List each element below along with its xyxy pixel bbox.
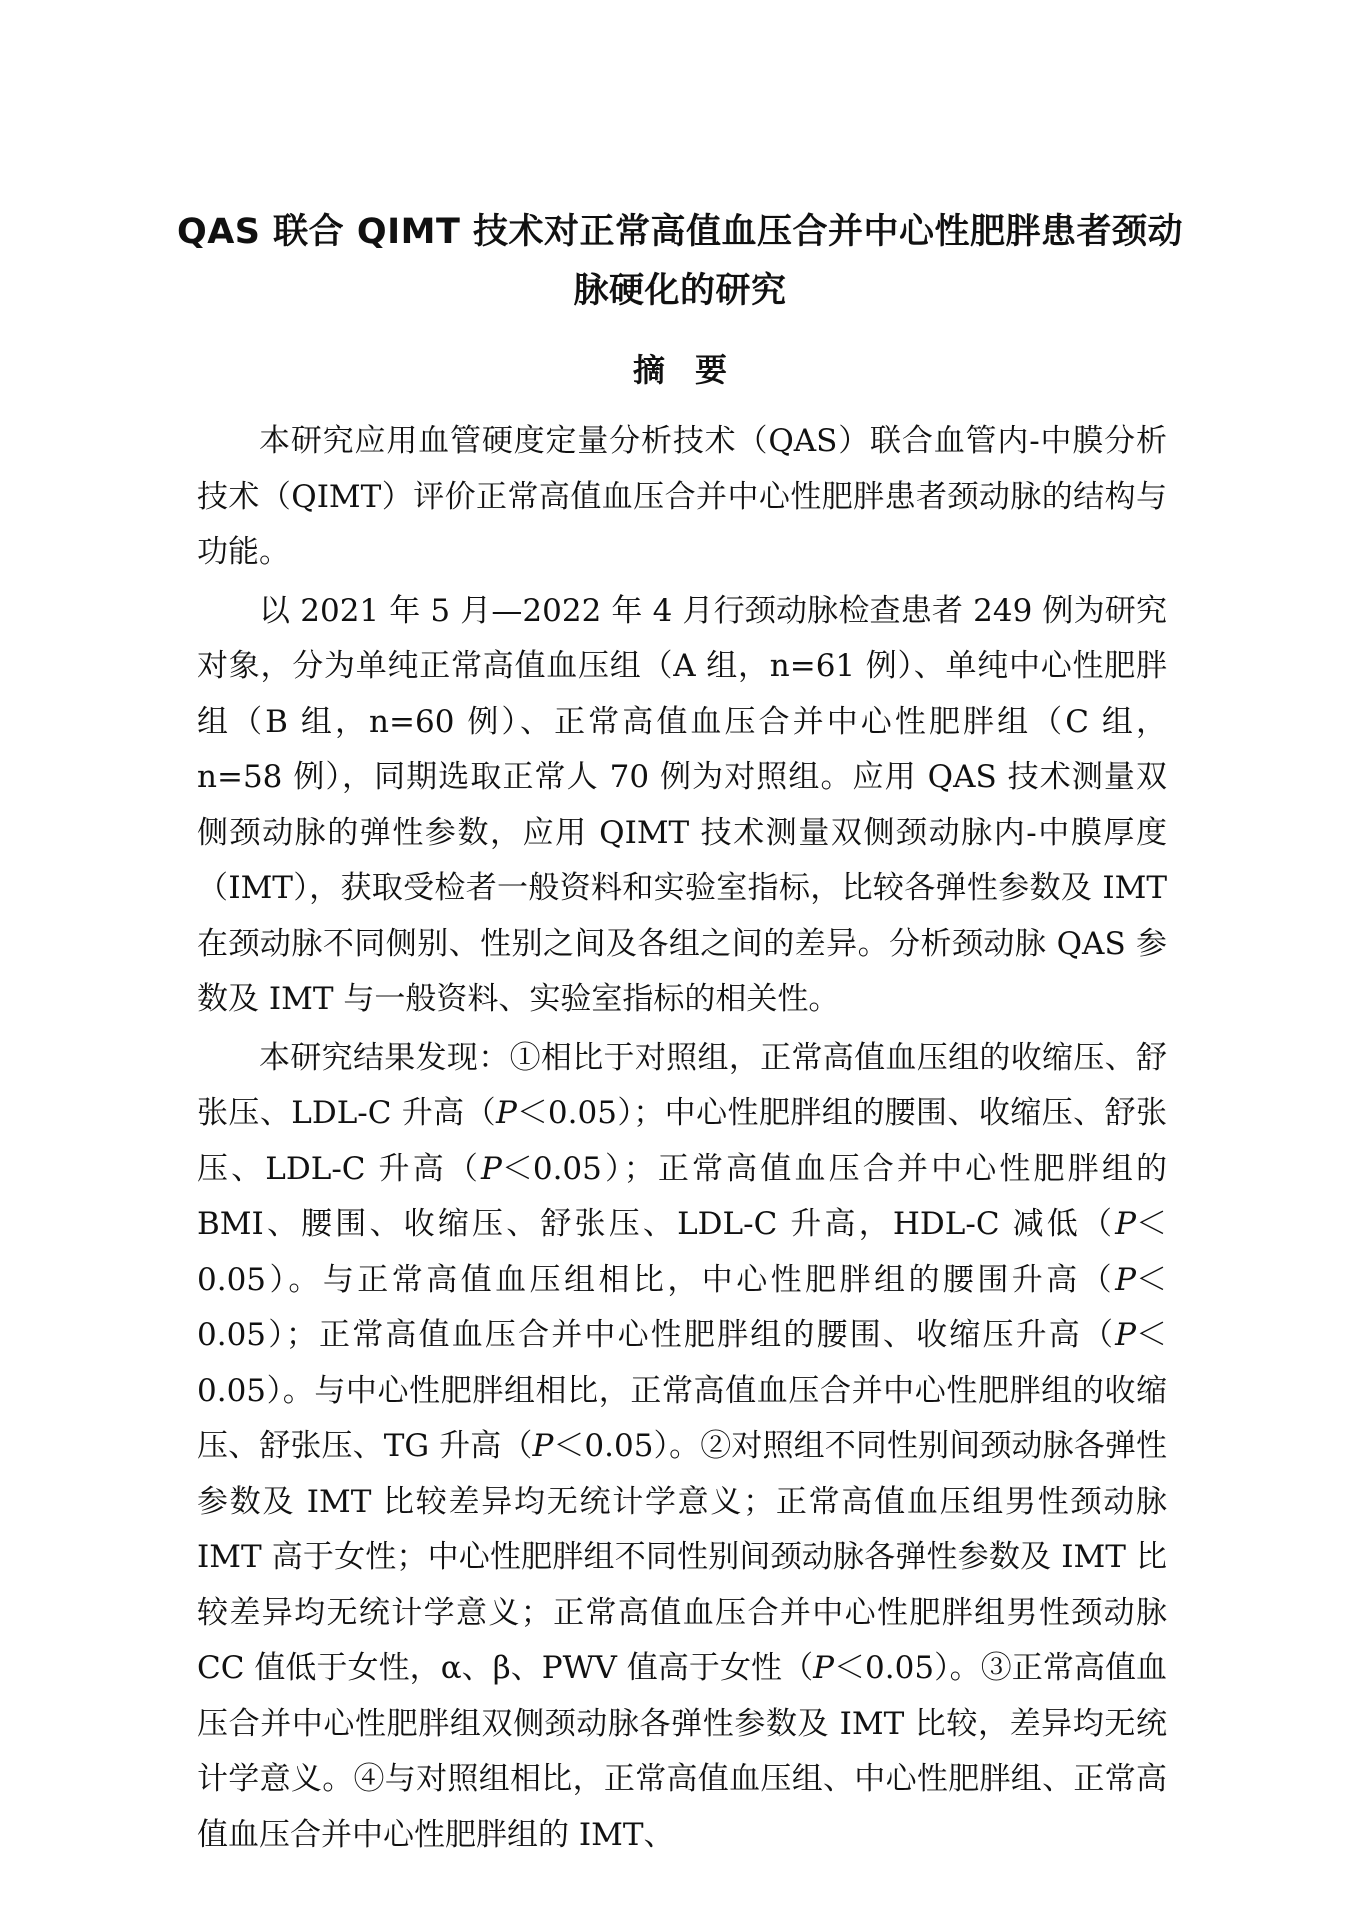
abstract-paragraph-objective: 本研究应用血管硬度定量分析技术（QAS）联合血管内-中膜分析技术（QIMT）评价正常高值血压合并中心性肥胖患者颈动脉的结构与功能。 [197,423,1167,570]
abstract-paragraph-results [197,1031,1167,1864]
paper-title-line-2: 脉硬化的研究 [573,271,787,311]
paper-title [150,203,1210,321]
results-text: ＜0.05）。与正常高值血压组相比，中心性肥胖组的腰围升高（ [197,1206,1167,1298]
results-text: ＜0.05）。与中心性肥胖组相比，正常高值血压合并中心性肥胖组的收缩压、舒张压、TG 升高（ [197,1317,1167,1464]
p-value-symbol: P [1115,1206,1136,1242]
results-text: ＜0.05）；正常高值血压合并中心性肥胖组的 BMI、腰围、收缩压、舒张压、LDL-C 升高，HDL-C 减低（ [197,1150,1167,1242]
p-value-symbol: P [1115,1261,1136,1298]
p-value-symbol: P [532,1428,554,1464]
p-value-symbol: P [481,1150,502,1187]
results-text: ＜0.05）；中心性肥胖组的腰围、收缩压、舒张压、LDL-C 升高（ [197,1095,1167,1187]
abstract-heading: 摘要 [632,351,757,389]
p-value-symbol: P [496,1095,517,1131]
abstract-body [197,414,1167,1863]
results-text: 本研究结果发现：①相比于对照组，正常高值血压组的收缩压、舒张压、LDL-C 升高（ [197,1039,1167,1131]
abstract-paragraph-methods: 以 2021 年 5 月—2022 年 4 月行颈动脉检查患者 249 例为研究对象，分为单纯正常高值血压组（A 组，n=61 例）、单纯中心性肥胖组（B 组，n=60 例）、正常高值血压合并中心性肥胖组（C 组，n=58 例），同期选取正常人 70 例为对照组。应用 QAS 技术测量双侧颈动脉的弹性参数，应用 QIMT 技术测量双侧颈动脉内-中膜厚度（IMT），获取受检者一般资料和实验室指标，比较各弹性参数及 IMT 在颈动脉不同侧别、性别之间及各组之间的差异。分析颈动脉 QAS 参数及 IMT 与一般资料、实验室指标的相关性。 [197,592,1167,1017]
results-text: ＜0.05）。③正常高值血压合并中心性肥胖组双侧颈动脉各弹性参数及 IMT 比较，差异均无统计学意义。④与对照组相比，正常高值血压组、中心性肥胖组、正常高值血压合并中心性肥胖组的 IMT、 [197,1650,1167,1853]
results-text: ＜0.05）。②对照组不同性别间颈动脉各弹性参数及 IMT 比较差异均无统计学意义；正常高值血压组男性颈动脉 IMT 高于女性；中心性肥胖组不同性别间颈动脉各弹性参数及 IMT 比较差异均无统计学意义；正常高值血压合并中心性肥胖组男性颈动脉 CC 值低于女性，α、β、PWV 值高于女性（ [197,1428,1167,1686]
p-value-symbol: P [813,1650,835,1686]
p-value-symbol: P [1115,1317,1136,1353]
results-text: ＜0.05）；正常高值血压合并中心性肥胖组的腰围、收缩压升高（ [197,1261,1167,1353]
paper-title-line-1: QAS 联合 QIMT 技术对正常高值血压合并中心性肥胖患者颈动 [176,212,1184,252]
